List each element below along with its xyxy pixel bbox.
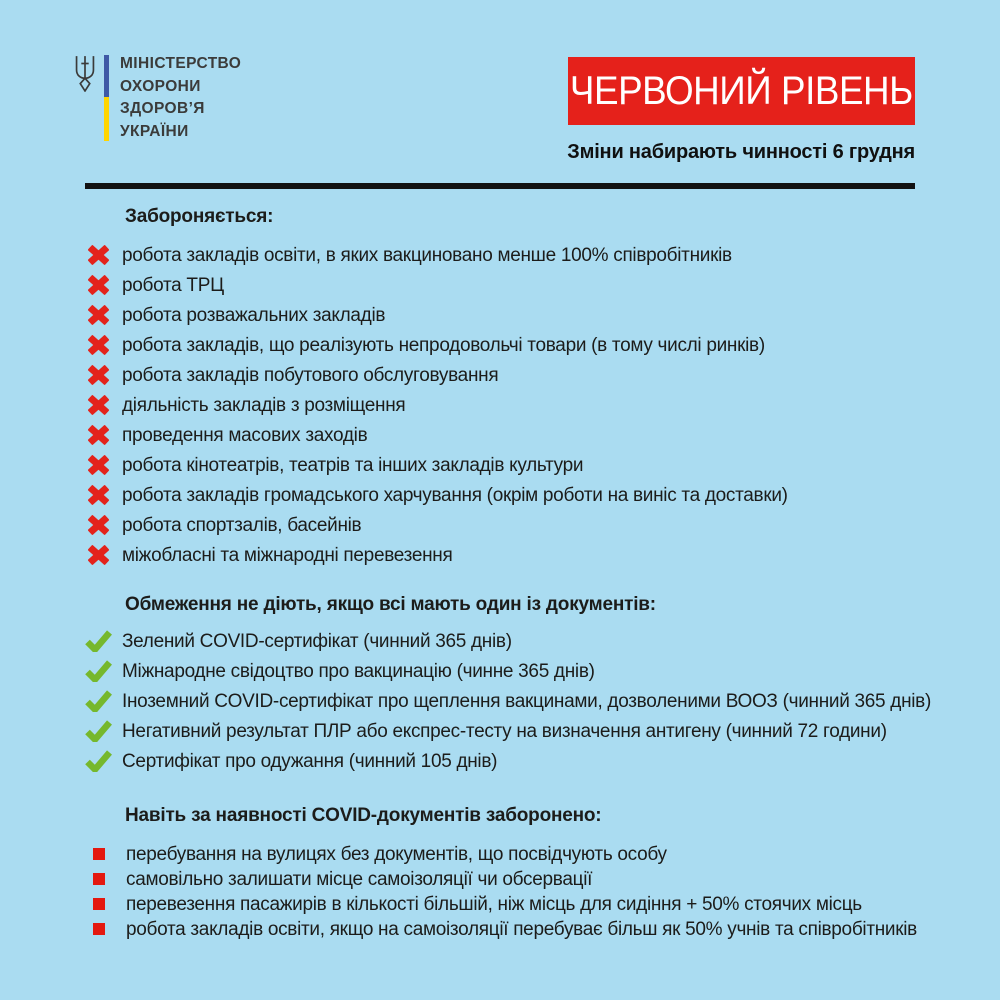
divider-line <box>85 183 915 189</box>
prohibited-list <box>88 240 788 570</box>
ukraine-trident-icon <box>72 54 98 92</box>
list-item <box>93 841 917 866</box>
list-item <box>88 420 788 450</box>
list-item-text: робота закладів, що реалізують непродовольчі товари (в тому числі ринків) <box>122 335 765 356</box>
list-item-text: Сертифікат про одужання (чинний 105 днів) <box>122 751 498 772</box>
list-item <box>93 891 917 916</box>
ministry-name-line: ЗДОРОВ’Я <box>120 100 205 117</box>
list-item <box>85 626 931 656</box>
red-x-icon <box>88 305 109 325</box>
effective-date-note: Зміни набирають чинності 6 грудня <box>567 141 915 163</box>
list-item-text: Іноземний COVID-сертифікат про щеплення вакцинами, дозволеними ВООЗ (чинний 365 днів) <box>122 691 932 712</box>
red-x-icon <box>88 425 109 445</box>
list-item <box>88 270 788 300</box>
list-item <box>85 656 931 686</box>
red-x-icon <box>88 245 109 265</box>
list-item-text: Міжнародне свідоцтво про вакцинацію (чинне 365 днів) <box>122 661 595 682</box>
list-item-text: робота закладів освіти, в яких вакциновано менше 100% співробітників <box>122 245 732 266</box>
red-x-icon <box>88 545 109 565</box>
list-item-text: робота кінотеатрів, театрів та інших закладів культури <box>122 455 584 476</box>
list-item-text: робота закладів побутового обслуговування <box>122 365 499 386</box>
red-square-icon <box>93 898 105 910</box>
list-item-text: робота розважальних закладів <box>122 305 386 326</box>
list-item-text: робота спортзалів, басейнів <box>122 515 362 536</box>
ministry-name-line: МІНІСТЕРСТВО <box>120 55 242 72</box>
list-item-text: проведення масових заходів <box>122 425 368 446</box>
always-prohibited-list <box>93 841 917 941</box>
section-heading-always-prohibited: Навіть за наявності COVID-документів заборонено: <box>125 805 602 826</box>
list-item <box>88 450 788 480</box>
red-x-icon <box>88 275 109 295</box>
list-item <box>88 300 788 330</box>
list-item-text: робота закладів громадського харчування (окрім роботи на виніс та доставки) <box>122 485 788 506</box>
list-item <box>85 746 931 776</box>
section-heading-documents: Обмеження не діють, якщо всі мають один із документів: <box>125 594 656 615</box>
list-item-text: робота закладів освіти, якщо на самоізоляції перебуває більш як 50% учнів та співробітників <box>126 918 917 940</box>
list-item-text: робота ТРЦ <box>122 275 224 296</box>
list-item-text: діяльність закладів з розміщення <box>122 395 406 416</box>
red-x-icon <box>88 335 109 355</box>
section-heading-prohibited: Забороняється: <box>125 206 274 227</box>
red-x-icon <box>88 455 109 475</box>
ministry-logo <box>72 52 241 143</box>
list-item <box>88 240 788 270</box>
ministry-name <box>120 53 241 143</box>
list-item-text: самовільно залишати місце самоізоляції чи обсервації <box>126 868 593 890</box>
list-item-text: Зелений COVID-сертифікат (чинний 365 днів) <box>122 631 512 652</box>
list-item-text: перевезення пасажирів в кількості більшій, ніж місць для сидіння + 50% стоячих місць <box>126 893 862 915</box>
red-x-icon <box>88 365 109 385</box>
list-item <box>93 866 917 891</box>
ministry-name-line: УКРАЇНИ <box>120 122 189 140</box>
red-square-icon <box>93 848 105 860</box>
list-item <box>85 686 931 716</box>
list-item-text: міжобласні та міжнародні перевезення <box>122 545 453 566</box>
list-item <box>88 510 788 540</box>
list-item <box>88 330 788 360</box>
documents-list <box>85 626 931 776</box>
level-banner <box>568 57 915 125</box>
green-check-icon <box>85 660 112 682</box>
green-check-icon <box>85 720 112 742</box>
red-x-icon <box>88 485 109 505</box>
green-check-icon <box>85 690 112 712</box>
red-square-icon <box>93 923 105 935</box>
green-check-icon <box>85 630 112 652</box>
red-square-icon <box>93 873 105 885</box>
list-item <box>93 916 917 941</box>
red-x-icon <box>88 395 109 415</box>
red-x-icon <box>88 515 109 535</box>
list-item <box>88 480 788 510</box>
list-item <box>85 716 931 746</box>
flag-bar <box>104 55 109 141</box>
ministry-name-line: ОХОРОНИ <box>120 77 201 95</box>
level-banner-label: ЧЕРВОНИЙ РІВЕНЬ <box>570 68 913 113</box>
list-item <box>88 360 788 390</box>
list-item-text: Негативний результат ПЛР або експрес-тесту на визначення антигену (чинний 72 години) <box>122 721 887 742</box>
list-item <box>88 540 788 570</box>
list-item <box>88 390 788 420</box>
green-check-icon <box>85 750 112 772</box>
list-item-text: перебування на вулицях без документів, що посвідчують особу <box>126 843 667 865</box>
